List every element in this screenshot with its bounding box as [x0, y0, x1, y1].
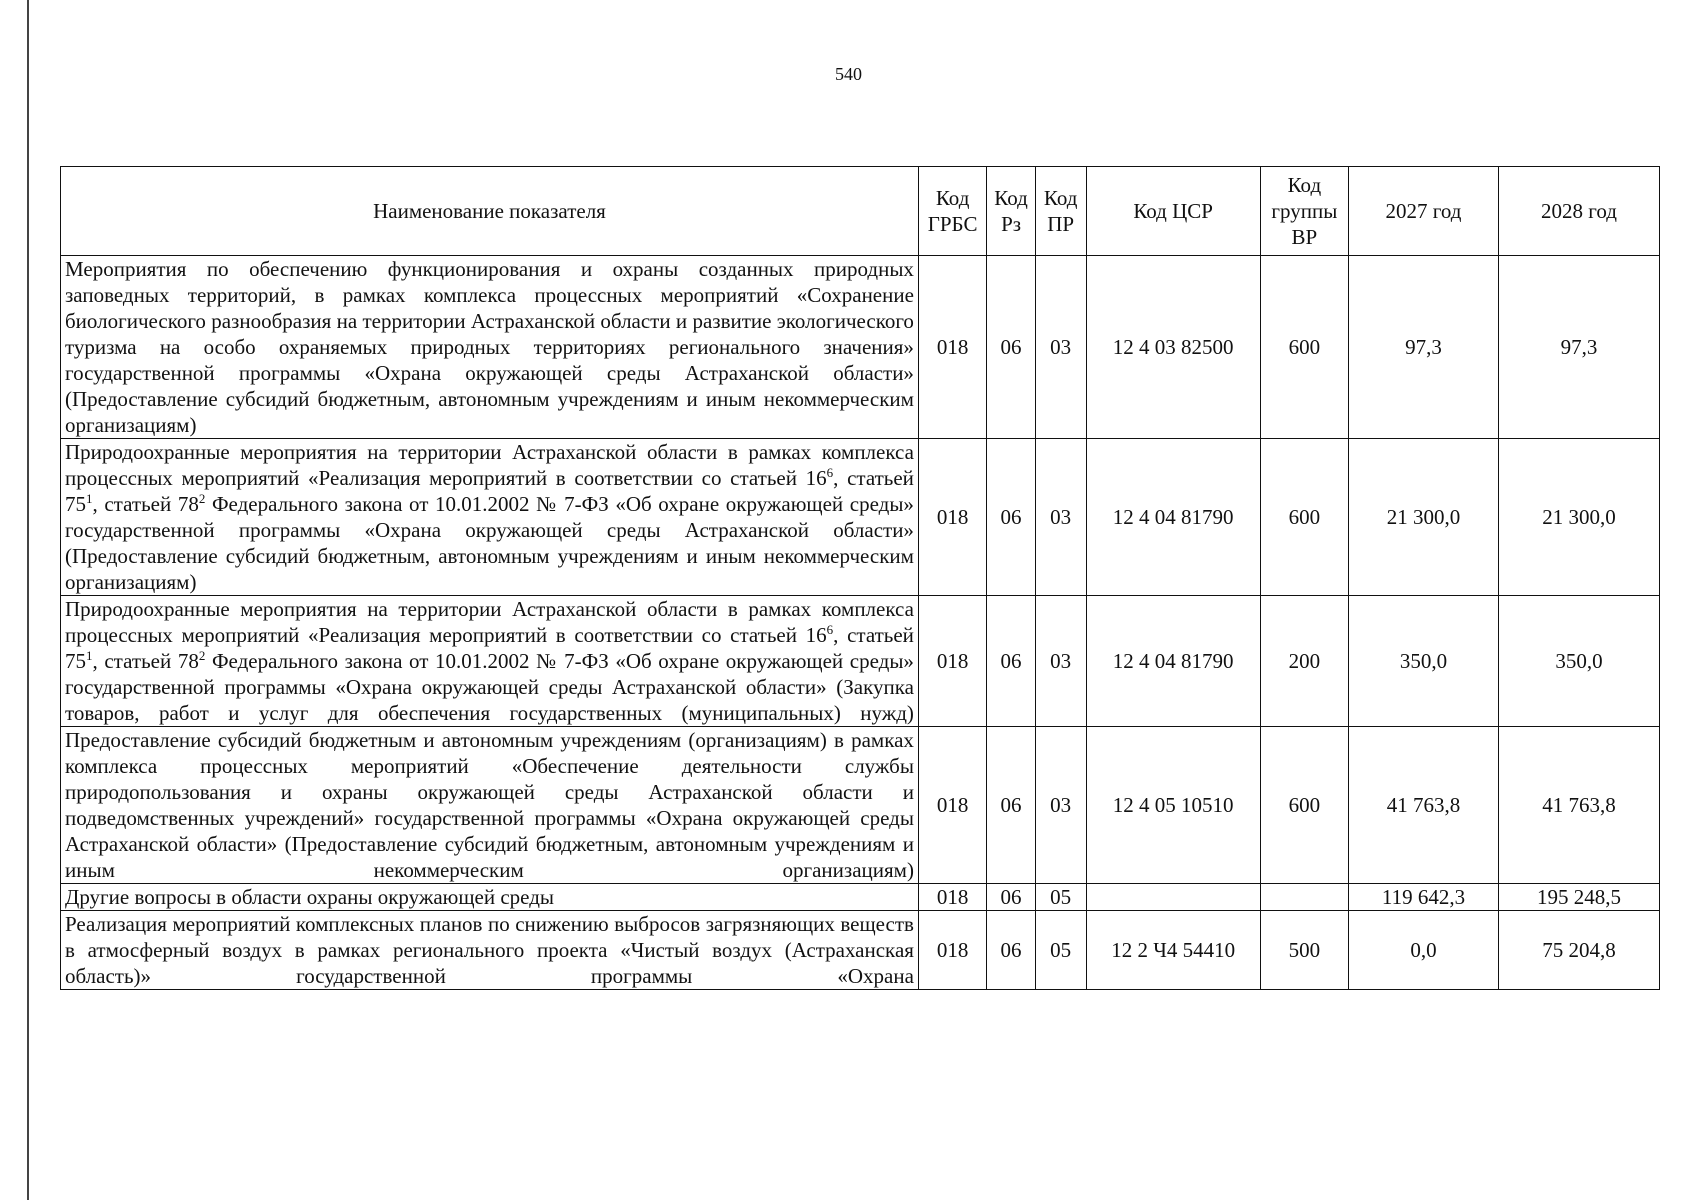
row-grbs: 018 [918, 439, 986, 596]
row-vr: 200 [1260, 596, 1348, 727]
row-pr: 05 [1035, 884, 1086, 911]
row-2028: 41 763,8 [1498, 727, 1659, 884]
row-vr: 500 [1260, 911, 1348, 990]
name-text: , статьей 75 [65, 623, 914, 673]
row-2028: 195 248,5 [1498, 884, 1659, 911]
name-text: , статьей 78 [92, 649, 199, 673]
table-row [61, 439, 1660, 596]
header-pr: Код ПР [1035, 167, 1086, 256]
row-csr: 12 4 04 81790 [1086, 439, 1260, 596]
budget-table [60, 166, 1660, 990]
row-rz: 06 [987, 727, 1036, 884]
name-text: Природоохранные мероприятия на территории Астраханской области в рамках комплекса процессных мероприятий «Реализация мероприятий в соответствии со статьей 16 [65, 597, 914, 647]
table-row [61, 596, 1660, 727]
superscript: 2 [198, 648, 206, 663]
superscript: 1 [86, 491, 93, 506]
row-2027: 97,3 [1348, 256, 1498, 439]
superscript: 6 [826, 622, 834, 637]
row-vr: 600 [1260, 727, 1348, 884]
row-rz: 06 [987, 256, 1036, 439]
row-rz: 06 [987, 911, 1036, 990]
header-2028: 2028 год [1498, 167, 1659, 256]
row-csr [1086, 884, 1260, 911]
row-csr: 12 4 04 81790 [1086, 596, 1260, 727]
name-text: , статьей 78 [92, 492, 199, 516]
row-grbs: 018 [918, 256, 986, 439]
row-pr: 05 [1035, 911, 1086, 990]
row-2027: 21 300,0 [1348, 439, 1498, 596]
row-name: Другие вопросы в области охраны окружающей среды [61, 884, 919, 911]
header-2027: 2027 год [1348, 167, 1498, 256]
row-2027: 350,0 [1348, 596, 1498, 727]
binding-margin-line [27, 0, 29, 1200]
row-2028: 350,0 [1498, 596, 1659, 727]
header-vr: Код группы ВР [1260, 167, 1348, 256]
table-row [61, 884, 1660, 911]
row-name: Предоставление субсидий бюджетным и автономным учреждениям (организациям) в рамках комплекса процессных мероприятий «Обеспечение деятельности службы природопользования и охраны окружающей среды Астраханской области и подведомственных учреждений» государственной программы «Охрана окружающей среды Астраханской области» (Предоставление субсидий бюджетным, автономным учреждениям и иным некоммерческим организациям) [61, 727, 919, 884]
row-csr: 12 4 03 82500 [1086, 256, 1260, 439]
row-rz: 06 [987, 439, 1036, 596]
row-vr [1260, 884, 1348, 911]
row-vr: 600 [1260, 439, 1348, 596]
row-pr: 03 [1035, 439, 1086, 596]
page-number: 540 [835, 64, 862, 84]
header-grbs: Код ГРБС [918, 167, 986, 256]
row-2027: 119 642,3 [1348, 884, 1498, 911]
table-row [61, 911, 1660, 990]
row-vr: 600 [1260, 256, 1348, 439]
row-grbs: 018 [918, 884, 986, 911]
name-text: Природоохранные мероприятия на территории Астраханской области в рамках комплекса процессных мероприятий «Реализация мероприятий в соответствии со статьей 16 [65, 440, 914, 490]
row-grbs: 018 [918, 727, 986, 884]
row-2028: 97,3 [1498, 256, 1659, 439]
superscript: 2 [198, 491, 206, 506]
header-rz: Код Рз [987, 167, 1036, 256]
row-grbs: 018 [918, 596, 986, 727]
name-text: Федерального закона от 10.01.2002 № 7-ФЗ «Об охране окружающей среды» государственной программы «Охрана окружающей среды Астраханской области» (Предоставление субсидий бюджетным, автономным учреждениям и иным некоммерческим организациям) [65, 492, 914, 594]
row-rz: 06 [987, 596, 1036, 727]
row-2028: 21 300,0 [1498, 439, 1659, 596]
row-pr: 03 [1035, 727, 1086, 884]
row-name: Реализация мероприятий комплексных планов по снижению выбросов загрязняющих веществ в атмосферный воздух в рамках регионального проекта «Чистый воздух (Астраханская область)» государственной программы «Охрана [61, 911, 919, 990]
row-2027: 0,0 [1348, 911, 1498, 990]
header-name: Наименование показателя [61, 167, 919, 256]
row-csr: 12 4 05 10510 [1086, 727, 1260, 884]
row-rz: 06 [987, 884, 1036, 911]
superscript: 1 [86, 648, 93, 663]
name-text: Федерального закона от 10.01.2002 № 7-ФЗ «Об охране окружающей среды» государственной программы «Охрана окружающей среды Астраханской области» (Закупка товаров, работ и услуг для обеспечения государственных (муниципальных) нужд) [65, 649, 914, 725]
row-name [61, 596, 919, 727]
row-2028: 75 204,8 [1498, 911, 1659, 990]
row-name: Мероприятия по обеспечению функционирования и охраны созданных природных заповедных территорий, в рамках комплекса процессных мероприятий «Сохранение биологического разнообразия на территории Астраханской области и развитие экологического туризма на особо охраняемых природных территориях регионального значения» государственной программы «Охрана окружающей среды Астраханской области» (Предоставление субсидий бюджетным, автономным учреждениям и иным некоммерческим организациям) [61, 256, 919, 439]
row-2027: 41 763,8 [1348, 727, 1498, 884]
row-pr: 03 [1035, 256, 1086, 439]
table-row [61, 256, 1660, 439]
row-name [61, 439, 919, 596]
row-grbs: 018 [918, 911, 986, 990]
table-header-row [61, 167, 1660, 256]
row-csr: 12 2 Ч4 54410 [1086, 911, 1260, 990]
row-pr: 03 [1035, 596, 1086, 727]
name-text: , статьей 75 [65, 466, 914, 516]
superscript: 6 [826, 465, 834, 480]
table-row [61, 727, 1660, 884]
header-csr: Код ЦСР [1086, 167, 1260, 256]
